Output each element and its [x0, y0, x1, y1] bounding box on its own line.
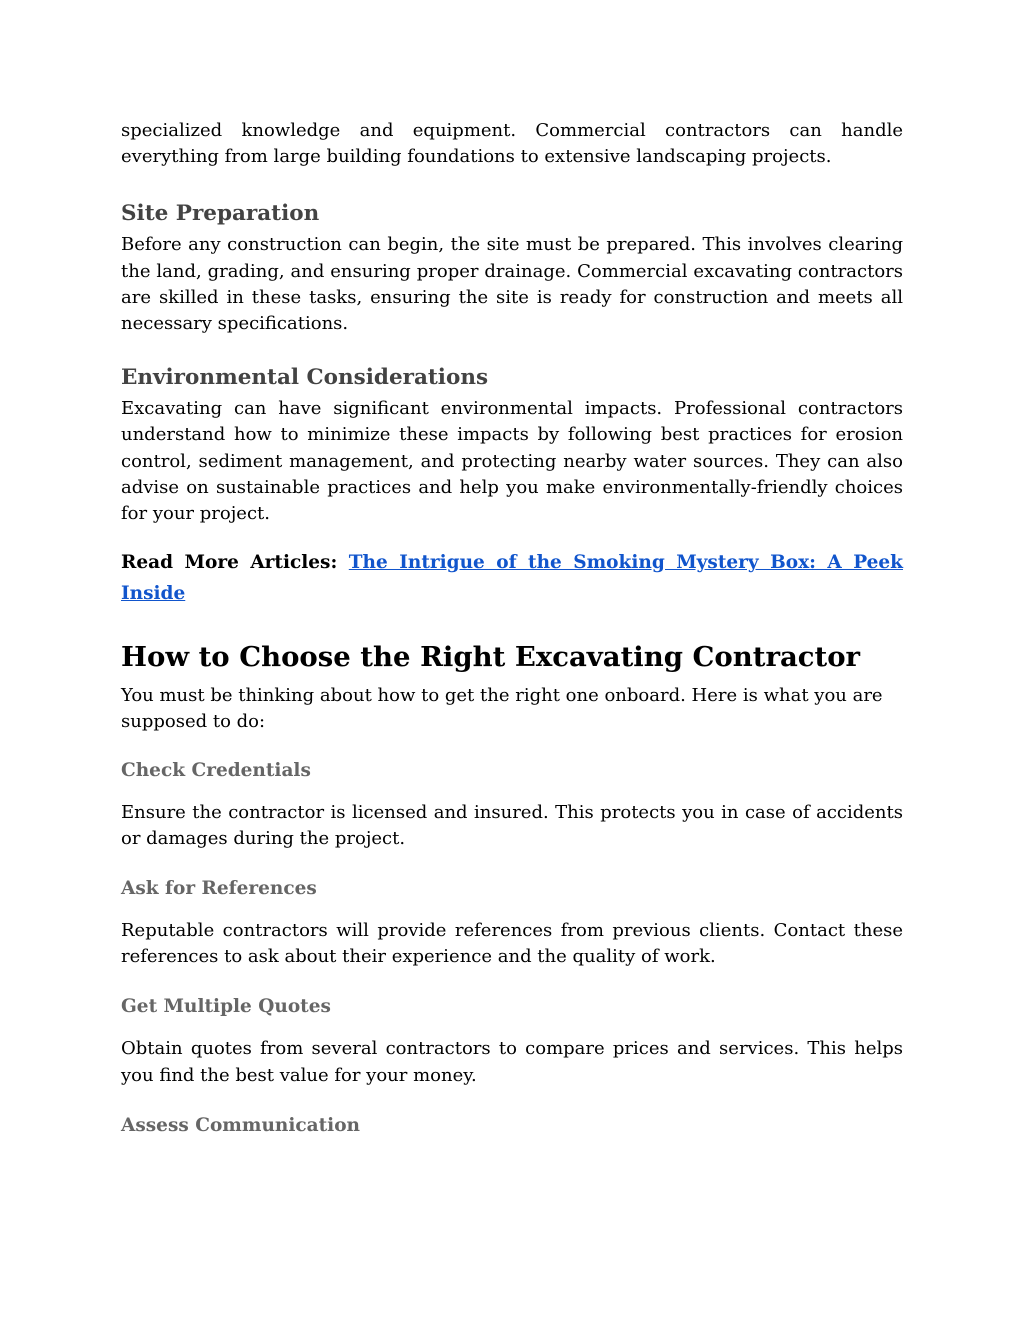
intro-paragraph: specialized knowledge and equipment. Commercial contractors can handle everything from large building foundations to extensive landscaping projects.	[121, 120, 903, 168]
choose-contractor-intro: You must be thinking about how to get the right one onboard. Here is what you are supposed to do:	[121, 685, 883, 733]
check-credentials-paragraph: Ensure the contractor is licensed and insured. This protects you in case of accidents or damages during the project.	[121, 801, 903, 849]
assess-communication-heading: Assess Communication	[121, 1114, 360, 1136]
read-more-label: Read More Articles:	[121, 552, 338, 574]
environmental-heading: Environmental Considerations	[121, 365, 489, 391]
read-more-line	[121, 547, 903, 609]
document-page	[121, 118, 903, 1138]
choose-contractor-heading: How to Choose the Right Excavating Contractor	[121, 641, 861, 674]
read-more-article-link[interactable]: The Intrigue of the Smoking Mystery Box: A Peek Inside	[121, 552, 903, 605]
ask-references-paragraph: Reputable contractors will provide references from previous clients. Contact these references to ask about their experience and the quality of work.	[121, 920, 903, 968]
multiple-quotes-heading: Get Multiple Quotes	[121, 996, 331, 1018]
ask-references-heading: Ask for References	[121, 878, 317, 900]
environmental-paragraph: Excavating can have significant environmental impacts. Professional contractors understand how to minimize these impacts by following best practices for erosion control, sediment management, and protecting nearby water sources. They can also advise on sustainable practices and help you make environmentally-friendly choices for your project.	[121, 398, 903, 525]
site-preparation-paragraph: Before any construction can begin, the site must be prepared. This involves clearing the land, grading, and ensuring proper drainage. Commercial excavating contractors are skilled in these tasks, ensuring the site is ready for construction and meets all necessary specifications.	[121, 234, 903, 335]
check-credentials-heading: Check Credentials	[121, 759, 311, 781]
multiple-quotes-paragraph: Obtain quotes from several contractors to compare prices and services. This helps you find the best value for your money.	[121, 1038, 903, 1086]
site-preparation-heading: Site Preparation	[121, 201, 320, 227]
